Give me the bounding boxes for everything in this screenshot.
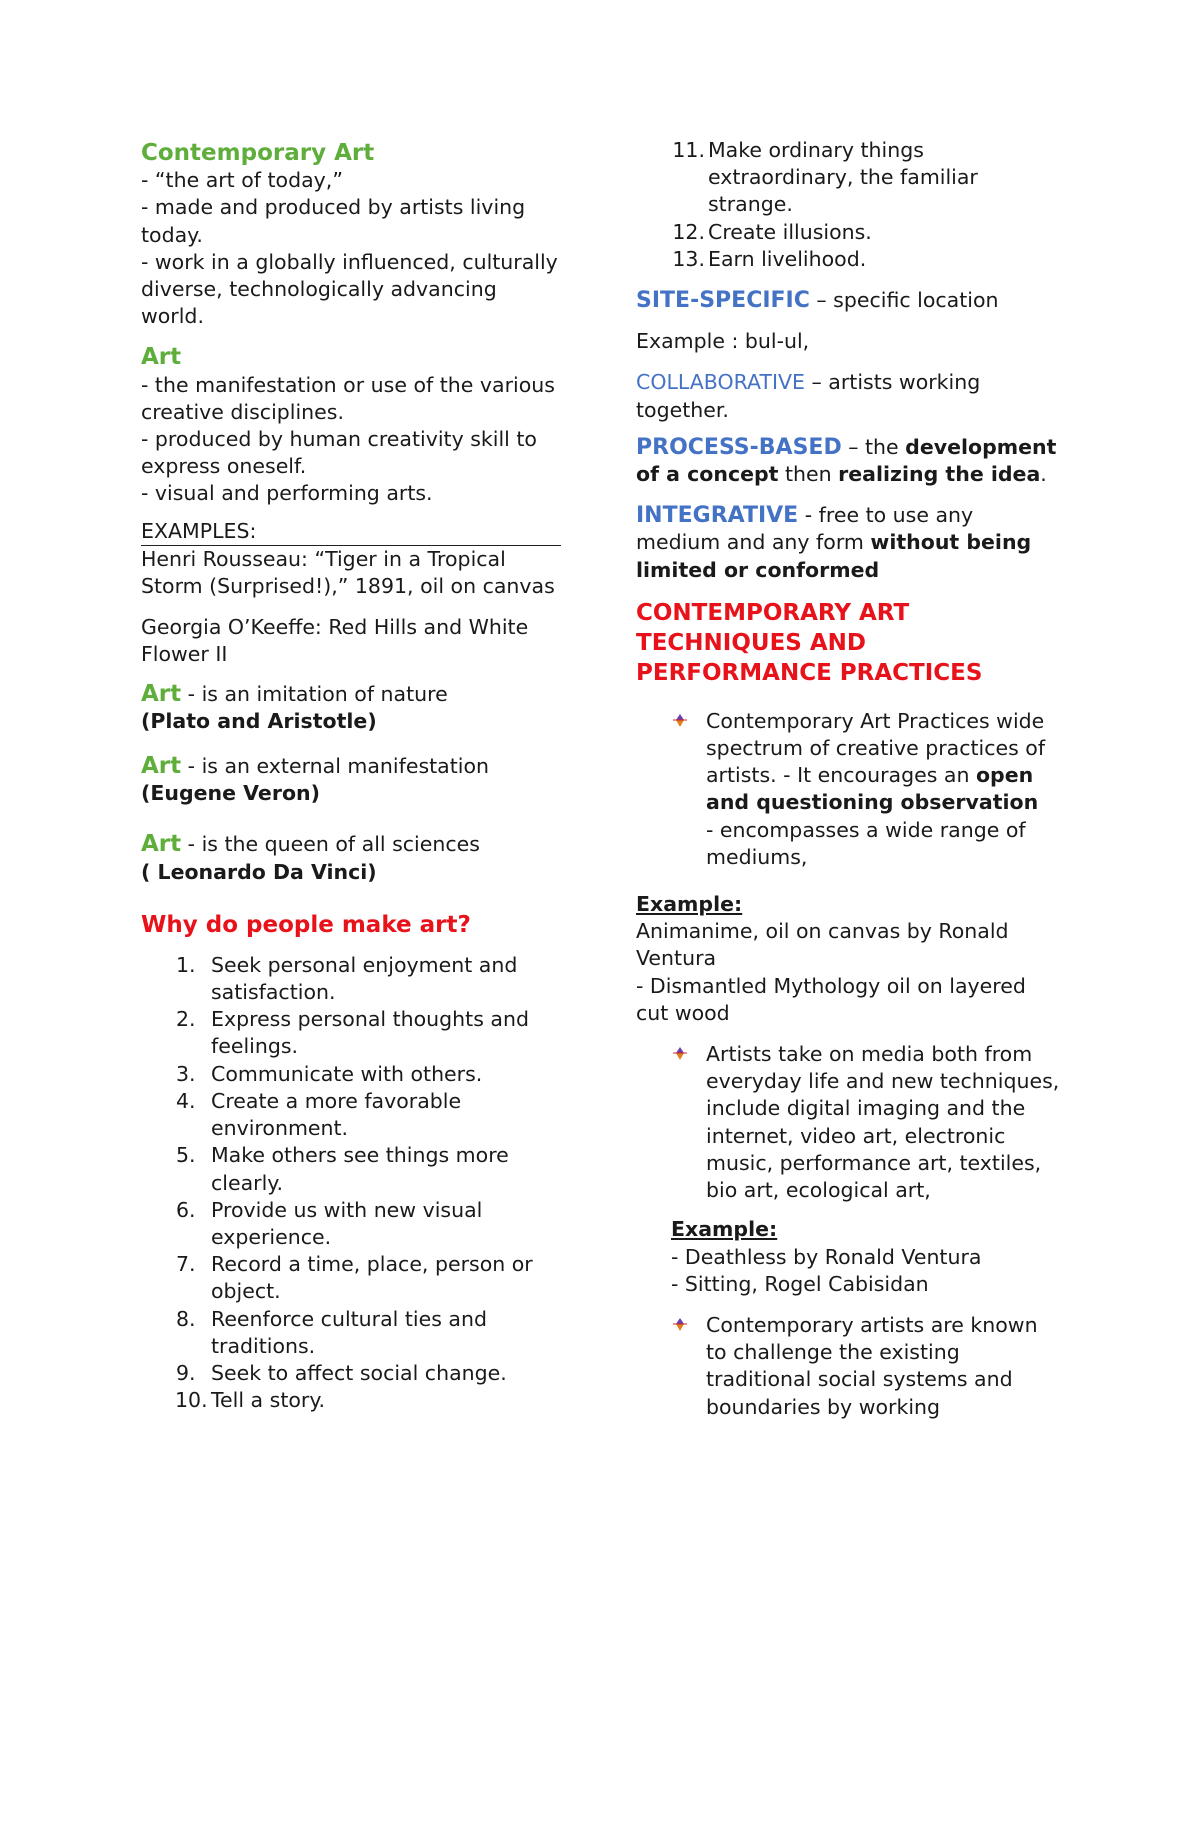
bullet-text <box>706 708 1061 871</box>
left-column <box>141 140 561 1414</box>
art-line: - the manifestation or use of the various creative disciplines. <box>141 372 555 424</box>
list-item <box>141 1142 561 1196</box>
list-item <box>141 1360 561 1387</box>
list-item <box>636 137 1061 219</box>
definition-source: ( Leonardo Da Vinci) <box>141 859 377 884</box>
examples-heading: EXAMPLES: <box>141 518 561 546</box>
list-text: Make others see things more clearly. <box>211 1143 509 1195</box>
techniques-heading: CONTEMPORARY ART TECHNIQUES AND PERFORMANCE PRACTICES <box>636 599 983 686</box>
why-heading: Why do people make art? <box>141 911 471 938</box>
list-number: 3. <box>176 1061 196 1086</box>
integrative-text: - free to use any medium and any form <box>636 503 974 555</box>
reasons-list <box>141 952 561 1414</box>
arrow-bullet-icon <box>636 1312 706 1421</box>
list-item <box>141 952 561 1006</box>
contemporary-art-heading: Contemporary Art <box>141 140 375 166</box>
arrow-bullet-icon <box>636 1041 706 1204</box>
list-number: 9. <box>176 1360 196 1385</box>
list-number: 5. <box>176 1143 196 1168</box>
bullet-item <box>636 708 1061 871</box>
list-text: Make ordinary things extraordinary, the familiar strange. <box>708 138 978 217</box>
definition-source: (Eugene Veron) <box>141 781 320 806</box>
list-number: 13. <box>672 246 705 271</box>
definition-text: - is an external manifestation <box>181 754 490 779</box>
process-based-text: then <box>778 462 839 487</box>
list-text: Tell a story. <box>211 1388 326 1413</box>
collaborative <box>636 369 1061 423</box>
list-number: 6. <box>176 1197 196 1222</box>
list-text: Reenforce cultural ties and traditions. <box>211 1306 487 1358</box>
list-item <box>636 219 1061 246</box>
example-heading: Example: <box>671 1217 778 1242</box>
list-text: Provide us with new visual experience. <box>211 1197 483 1249</box>
example-line: - Sitting, Rogel Cabisidan <box>671 1271 929 1296</box>
contemporary-line: - work in a globally influenced, culturally diverse, technologically advancing world. <box>141 249 558 329</box>
bullet-item <box>636 1312 1061 1421</box>
list-number: 1. <box>176 952 196 977</box>
list-item <box>141 1251 561 1305</box>
list-text: Communicate with others. <box>211 1061 483 1086</box>
list-number: 2. <box>176 1007 196 1032</box>
art-term: Art <box>141 831 182 858</box>
example-heading: Example: <box>636 892 743 917</box>
definition-source: (Plato and Aristotle) <box>141 708 377 733</box>
integrative-bold: without being limited or conformed <box>636 530 1032 582</box>
process-based-bold: realizing the idea <box>838 462 1041 487</box>
reasons-list-continued <box>636 137 1061 273</box>
list-text: Earn livelihood. <box>708 246 867 271</box>
list-item <box>141 1088 561 1142</box>
art-term: Art <box>141 680 182 707</box>
list-text: Create a more favorable environment. <box>211 1088 462 1141</box>
list-item <box>141 1306 561 1360</box>
process-based-bold: development of a concept <box>636 434 1057 487</box>
right-column <box>636 140 1061 1421</box>
integrative <box>636 502 1061 584</box>
bullet-text: Contemporary artists are known to challenge the existing traditional social systems and boundaries by working <box>706 1312 1038 1419</box>
list-text: Record a time, place, person or object. <box>211 1252 533 1304</box>
bullet-text: Artists take on media both from everyday life and new techniques, include digital imaging and the internet, video art, electronic music, performance art, textiles, bio art, ecological art, <box>706 1042 1060 1203</box>
site-example: Example : bul-ul, <box>636 329 810 354</box>
site-specific-term: SITE-SPECIFIC <box>636 288 810 314</box>
arrow-bullet-icon <box>636 708 706 871</box>
definition-text: - is an imitation of nature <box>181 681 448 706</box>
art-heading: Art <box>141 344 182 371</box>
bullet-bold: open and questioning observation <box>706 763 1039 815</box>
list-item <box>636 246 1061 273</box>
process-based-term: PROCESS-BASED <box>636 434 842 460</box>
example-line: - Deathless by Ronald Ventura <box>671 1244 982 1269</box>
site-specific-text: – specific location <box>809 288 999 313</box>
list-item <box>141 1197 561 1251</box>
definition-plato <box>141 681 561 708</box>
list-number: 7. <box>176 1252 196 1277</box>
art-line: - produced by human creativity skill to express oneself. <box>141 427 537 479</box>
site-specific <box>636 287 1061 314</box>
contemporary-line: - made and produced by artists living today. <box>141 195 526 247</box>
definition-veron <box>141 753 561 780</box>
list-item <box>141 1387 561 1414</box>
list-number: 4. <box>176 1088 196 1113</box>
integrative-term: INTEGRATIVE <box>636 503 799 529</box>
list-number: 11. <box>672 138 705 162</box>
art-term: Art <box>141 753 182 780</box>
list-text: Seek personal enjoyment and satisfaction. <box>211 952 518 1005</box>
list-text: Create illusions. <box>708 219 872 244</box>
example-block <box>636 1216 1061 1298</box>
definition-davinci <box>141 831 561 858</box>
process-based-text: – the <box>841 434 906 459</box>
contemporary-line: - “the art of today,” <box>141 168 343 193</box>
collaborative-term: COLLABORATIVE <box>636 370 806 395</box>
list-text: Express personal thoughts and feelings. <box>211 1007 529 1059</box>
process-based <box>636 434 1061 488</box>
list-number: 12. <box>672 219 705 244</box>
example-rousseau: Henri Rousseau: “Tiger in a Tropical Storm (Surprised!),” 1891, oil on canvas <box>141 546 555 599</box>
collaborative-text: – artists working together. <box>636 370 981 422</box>
definition-text: - is the queen of all sciences <box>181 832 480 857</box>
list-item <box>141 1061 561 1088</box>
bullet-text-part: - encompasses a wide range of mediums, <box>706 817 1026 869</box>
bullet-text-part: Contemporary Art Practices wide spectrum of creative practices of artists. - It encourages an <box>706 708 1046 788</box>
list-item <box>141 1006 561 1060</box>
art-line: - visual and performing arts. <box>141 481 433 506</box>
list-text: Seek to affect social change. <box>211 1360 507 1385</box>
process-based-text: . <box>1040 462 1047 487</box>
list-number: 10. <box>175 1388 208 1413</box>
example-line: Animanime, oil on canvas by Ronald Ventura <box>636 919 1009 971</box>
bullet-item <box>636 1041 1061 1204</box>
example-okeeffe: Georgia O’Keeffe: Red Hills and White Flower II <box>141 615 529 667</box>
list-number: 8. <box>176 1306 196 1331</box>
example-line: - Dismantled Mythology oil on layered cut wood <box>636 973 1026 1025</box>
